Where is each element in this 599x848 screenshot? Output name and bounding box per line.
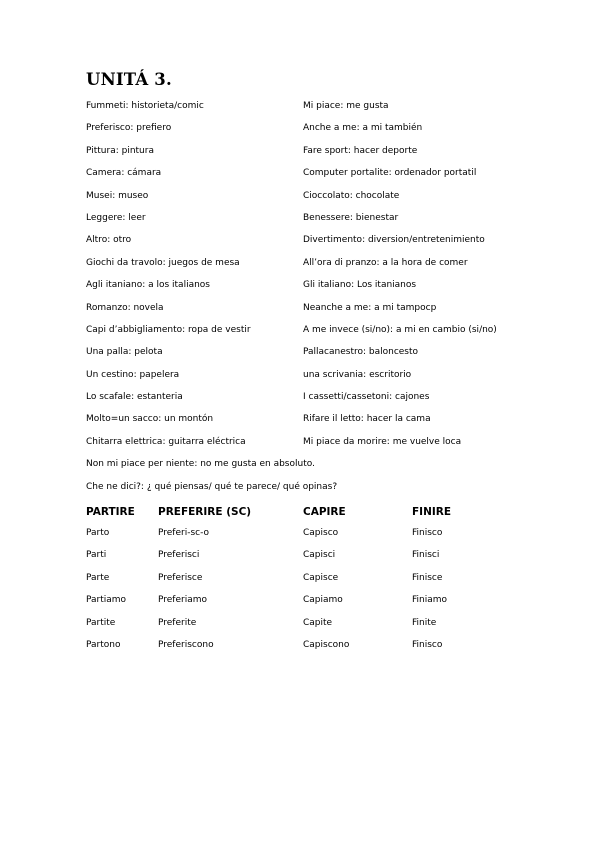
page-title: UNITÁ 3.	[86, 70, 172, 89]
vocab-entry: Camera: cámara	[86, 168, 162, 179]
vocab-entry: Pallacanestro: baloncesto	[303, 347, 419, 358]
vocab-entry: Giochi da travolo: juegos de mesa	[86, 257, 240, 268]
table-cell: Finisce	[412, 572, 443, 583]
table-cell: Capiscono	[303, 639, 350, 650]
table-cell: Capisco	[303, 528, 339, 538]
vocab-row	[86, 279, 556, 301]
conjugation-table	[86, 506, 506, 662]
table-cell: Parti	[86, 550, 107, 561]
vocab-row	[86, 190, 556, 212]
vocab-entry: Fare sport: hacer deporte	[303, 145, 418, 156]
column-header: FINIRE	[412, 506, 452, 518]
vocab-row	[86, 212, 556, 234]
vocab-row	[86, 324, 556, 346]
vocab-row	[86, 145, 556, 167]
table-row	[86, 573, 506, 595]
vocab-row	[86, 100, 556, 122]
vocab-entry: Chitarra elettrica: guitarra eléctrica	[86, 436, 246, 447]
vocab-entry: Mi piace da morire: me vuelve loca	[303, 436, 462, 447]
table-row	[86, 550, 506, 572]
vocab-entry: Mi piace: me gusta	[303, 101, 389, 111]
table-cell: Parte	[86, 572, 110, 583]
table-cell: Partono	[86, 639, 121, 650]
vocab-phrase: Non mi piace per niente: no me gusta en absoluto.	[86, 459, 315, 469]
vocab-phrase: Che ne dici?: ¿ qué piensas/ qué te parece/ qué opinas?	[86, 482, 338, 492]
table-row	[86, 640, 506, 662]
table-cell: Finisci	[412, 550, 440, 561]
table-cell: Capiamo	[303, 595, 343, 606]
table-cell: Partite	[86, 617, 116, 628]
vocab-row	[86, 302, 556, 324]
table-cell: Capisce	[303, 572, 339, 583]
table-cell: Preferiamo	[158, 595, 208, 606]
vocab-entry: Agli itaniano: a los italianos	[86, 280, 210, 291]
vocab-entry: Fummeti: historieta/comic	[86, 101, 204, 111]
table-cell: Finiamo	[412, 595, 448, 606]
table-cell: Parto	[86, 528, 110, 538]
vocab-entry: una scrivania: escritorio	[303, 369, 412, 380]
table-row	[86, 595, 506, 617]
vocab-entry: Romanzo: novela	[86, 302, 164, 313]
vocab-row	[86, 257, 556, 279]
vocab-entry: Una palla: pelota	[86, 347, 163, 358]
table-cell: Partiamo	[86, 595, 127, 606]
vocab-entry: Gli italiano: Los itanianos	[303, 280, 417, 291]
conjugation-header-row	[86, 506, 506, 528]
table-cell: Finite	[412, 617, 437, 628]
vocab-row	[86, 413, 556, 435]
vocab-entry: Neanche a me: a mi tampocp	[303, 302, 437, 313]
vocab-row	[86, 234, 556, 256]
vocab-entry: Altro: otro	[86, 235, 132, 246]
vocab-row	[86, 122, 556, 144]
vocab-row	[86, 167, 556, 189]
table-row	[86, 528, 506, 550]
vocab-entry: Pittura: pintura	[86, 145, 154, 156]
vocab-entry: Benessere: bienestar	[303, 212, 399, 223]
vocab-entry: Molto=un sacco: un montón	[86, 414, 214, 425]
vocab-entry: Un cestino: papelera	[86, 369, 180, 380]
vocab-entry: Capi d’abbigliamento: ropa de vestir	[86, 324, 251, 335]
vocab-entry: Rifare il letto: hacer la cama	[303, 414, 431, 425]
vocab-row	[86, 436, 556, 458]
vocab-row	[86, 346, 556, 368]
vocab-entry: Leggere: leer	[86, 212, 146, 223]
table-cell: Preferi-sc-o	[158, 528, 210, 538]
vocab-entry: A me invece (si/no): a mi en cambio (si/no)	[303, 324, 497, 335]
table-cell: Preferiscono	[158, 639, 214, 650]
vocab-entry: Lo scafale: estanteria	[86, 392, 183, 403]
vocab-entry: Computer portalite: ordenador portatil	[303, 168, 477, 179]
table-cell: Preferisce	[158, 572, 203, 583]
vocab-entry: Divertimento: diversion/entretenimiento	[303, 235, 485, 246]
column-header: CAPIRE	[303, 506, 346, 518]
vocab-entry: Preferisco: prefiero	[86, 123, 172, 134]
column-header: PREFERIRE (SC)	[158, 506, 252, 518]
column-header: PARTIRE	[86, 506, 135, 518]
table-cell: Finisco	[412, 639, 443, 650]
table-row	[86, 618, 506, 640]
table-cell: Preferite	[158, 617, 197, 628]
vocabulary-list	[86, 100, 556, 458]
vocab-row	[86, 391, 556, 413]
vocab-entry: I cassetti/cassetoni: cajones	[303, 392, 430, 403]
table-cell: Capisci	[303, 550, 336, 561]
vocab-entry: Cioccolato: chocolate	[303, 190, 400, 201]
table-cell: Capite	[303, 617, 333, 628]
vocab-entry: All’ora di pranzo: a la hora de comer	[303, 257, 468, 268]
table-cell: Preferisci	[158, 550, 200, 561]
vocab-entry: Musei: museo	[86, 190, 149, 201]
vocab-row	[86, 369, 556, 391]
vocab-entry: Anche a me: a mi también	[303, 123, 423, 134]
table-cell: Finisco	[412, 528, 443, 538]
